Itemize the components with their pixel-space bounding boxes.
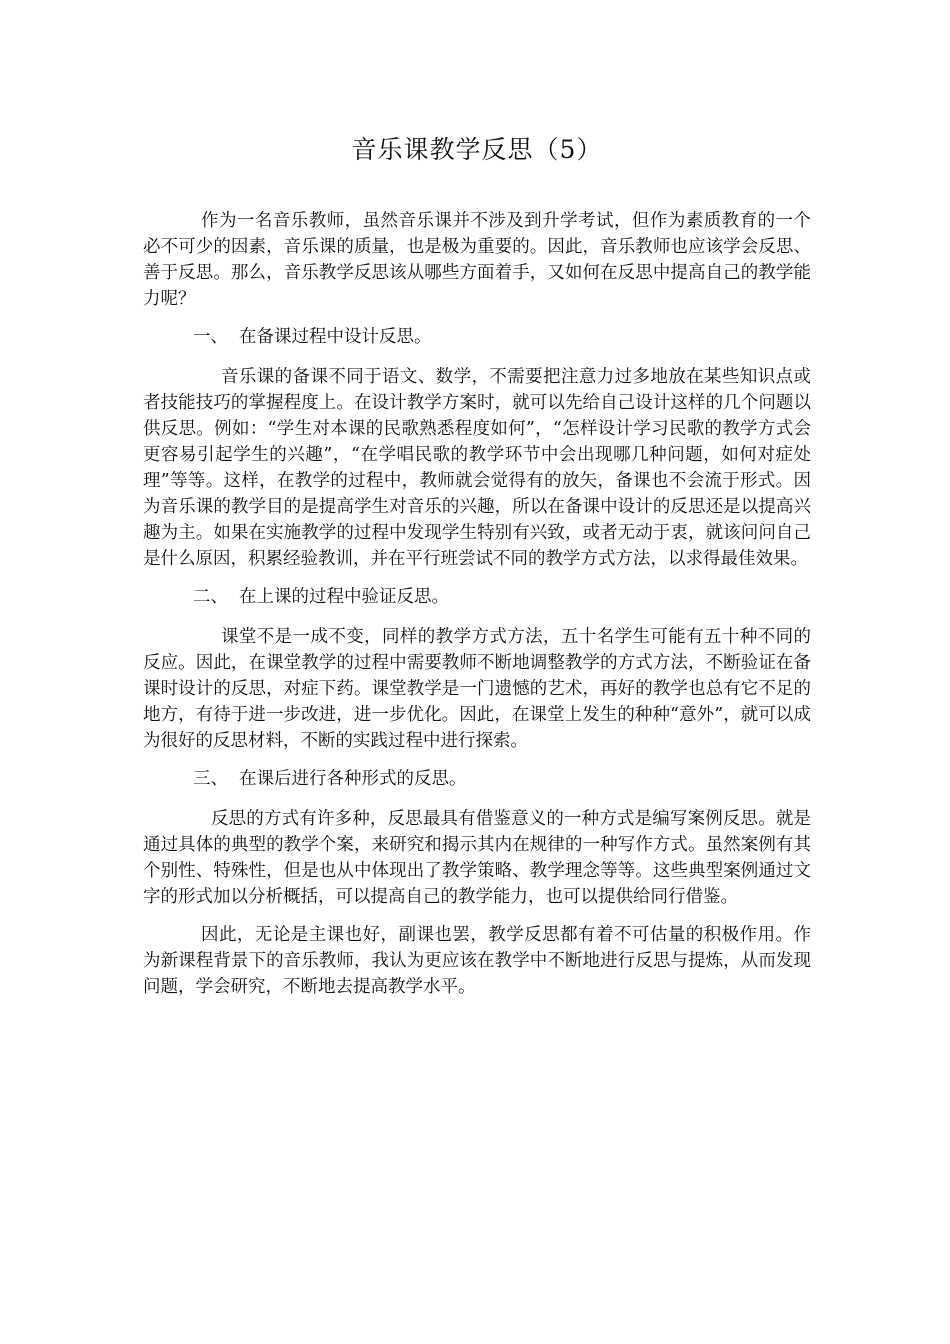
intro-paragraph: 作为一名音乐教师，虽然音乐课并不涉及到升学考试，但作为素质教育的一个必不可少的因素，音乐课的质量，也是极为重要的。因此，音乐教师也应该学会反思、善于反思。那么，音乐教学反思该从哪些方面着手，又如何在反思中提高自己的教学能力呢？ <box>143 211 811 309</box>
section-heading-text-2: 在上课的过程中验证反思。 <box>239 587 449 607</box>
section-heading-3 <box>143 766 811 792</box>
section-body-3: 反思的方式有许多种，反思最具有借鉴意义的一种方式是编写案例反思。就是通过具体的典型的教学个案，来研究和揭示其内在规律的一种写作方式。虽然案例有其个别性、特殊性，但是也从中体现出了教学策略、教学理念等等。这些典型案例通过文字的形式加以分析概括，可以提高自己的教学能力，也可以提供给同行借鉴。 <box>143 809 811 907</box>
section-heading-2 <box>143 584 811 610</box>
section-number-3: 三、 <box>193 769 228 789</box>
section-heading-text-1: 在备课过程中设计反思。 <box>239 327 432 347</box>
conclusion-paragraph: 因此，无论是主课也好，副课也罢，教学反思都有着不可估量的积极作用。作为新课程背景下的音乐教师，我认为更应该在教学中不断地进行反思与提炼，从而发现问题，学会研究，不断地去提高教学水平。 <box>143 925 811 997</box>
section-body-2: 课堂不是一成不变，同样的教学方式方法，五十名学生可能有五十种不同的反应。因此，在课堂教学的过程中需要教师不断地调整教学的方式方法，不断验证在备课时设计的反思，对症下药。课堂教学是一门遗憾的艺术，再好的教学也总有它不足的地方，有待于进一步改进，进一步优化。因此，在课堂上发生的种种“意外”，就可以成为很好的反思材料，不断的实践过程中进行探索。 <box>143 627 811 751</box>
section-heading-1 <box>143 324 811 350</box>
section-body-1: 音乐课的备课不同于语文、数学，不需要把注意力过多地放在某些知识点或者技能技巧的掌握程度上。在设计教学方案时，就可以先给自己设计这样的几个问题以供反思。例如：“学生对本课的民歌熟悉程度如何”，“怎样设计学习民歌的教学方式会更容易引起学生的兴趣”，“在学唱民歌的教学环节中会出现哪几种问题，如何对症处理”等等。这样，在教学的过程中，教师就会觉得有的放矢，备课也不会流于形式。因为音乐课的教学目的是提高学生对音乐的兴趣，所以在备课中设计的反思还是以提高兴趣为主。如果在实施教学的过程中发现学生特别有兴致，或者无动于衷，就该问问自己是什么原因，积累经验教训，并在平行班尝试不同的教学方式方法，以求得最佳效果。 <box>143 367 811 569</box>
section-number-1: 一、 <box>193 327 228 347</box>
page-title: 音乐课教学反思（5） <box>351 135 603 164</box>
section-heading-text-3: 在课后进行各种形式的反思。 <box>239 769 467 789</box>
document-page <box>143 0 811 1000</box>
section-number-2: 二、 <box>193 587 228 607</box>
